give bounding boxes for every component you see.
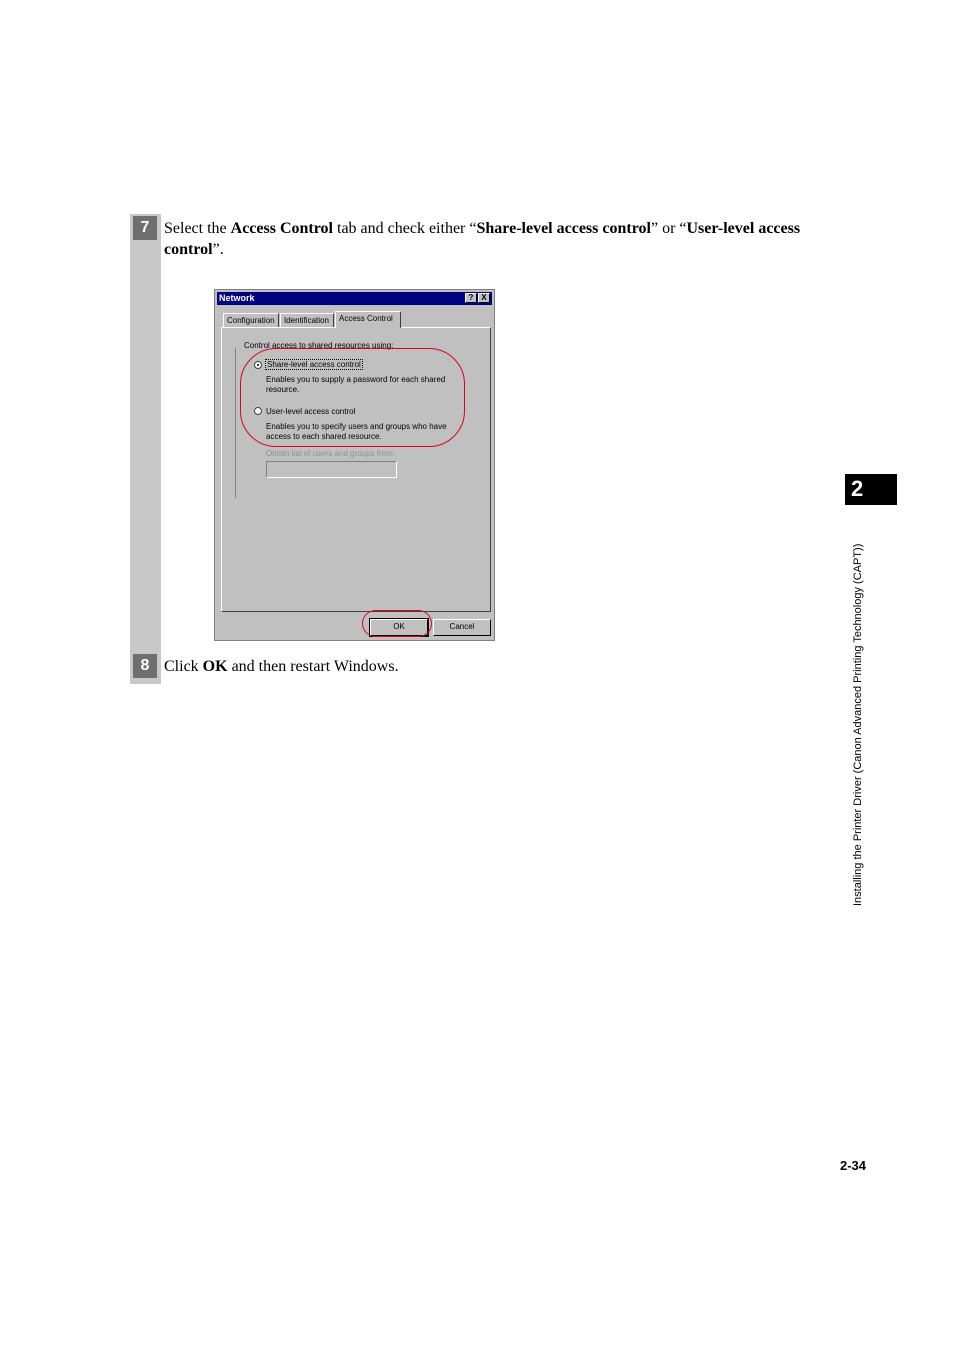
step-8-part: OK	[202, 658, 228, 675]
user-level-label[interactable]: User-level access control	[266, 407, 356, 416]
chapter-number: 2	[851, 476, 864, 501]
ok-button[interactable]: OK	[370, 619, 428, 636]
step-8-part: Click	[164, 658, 203, 675]
user-level-desc-2: access to each shared resource.	[266, 432, 382, 441]
step-8-text	[164, 656, 824, 677]
tab-access-control[interactable]: Access Control	[335, 311, 401, 328]
step-7-part: Share-level access control	[476, 220, 651, 237]
step-number-8: 8	[133, 654, 157, 678]
group-label: Control access to shared resources using:	[244, 341, 394, 350]
step-7-part: ”.	[212, 241, 224, 258]
obtain-list-label: Obtain list of users and groups from:	[266, 449, 395, 458]
obtain-list-input[interactable]	[266, 461, 397, 478]
step-number-7: 7	[133, 216, 157, 240]
dialog-title: Network	[219, 293, 255, 303]
step-7-part: tab and check either “	[333, 220, 477, 237]
chapter-tab	[845, 474, 897, 505]
radio-options-highlight	[240, 348, 465, 447]
dialog-titlebar	[217, 292, 492, 305]
step-7-part: Select the	[164, 220, 231, 237]
help-button[interactable]: ?	[465, 293, 477, 303]
step-7-part: ” or “	[650, 220, 687, 237]
step-7-part: User-level access control	[164, 220, 801, 258]
close-button[interactable]: X	[478, 293, 490, 303]
step-8-part: and then restart Windows.	[227, 658, 399, 675]
group-box	[235, 348, 239, 498]
tab-configuration[interactable]: Configuration	[223, 313, 279, 327]
step-7-part: Access Control	[230, 220, 333, 237]
tab-identification[interactable]: Identification	[280, 313, 334, 327]
page-number: 2-34	[840, 1158, 867, 1173]
chapter-side-title: Installing the Printer Driver (Canon Advanced Printing Technology (CAPT))	[852, 543, 864, 906]
share-level-desc: Enables you to supply a password for each shared	[266, 375, 446, 384]
user-level-desc: Enables you to specify users and groups who have	[266, 422, 447, 431]
share-level-desc-2: resource.	[266, 385, 300, 394]
ok-button-highlight	[362, 610, 432, 637]
network-dialog	[214, 289, 495, 641]
share-level-label[interactable]: Share-level access control	[267, 360, 361, 369]
step-7-text	[164, 218, 824, 260]
cancel-button[interactable]: Cancel	[433, 619, 491, 636]
step-sidebar	[130, 214, 161, 684]
